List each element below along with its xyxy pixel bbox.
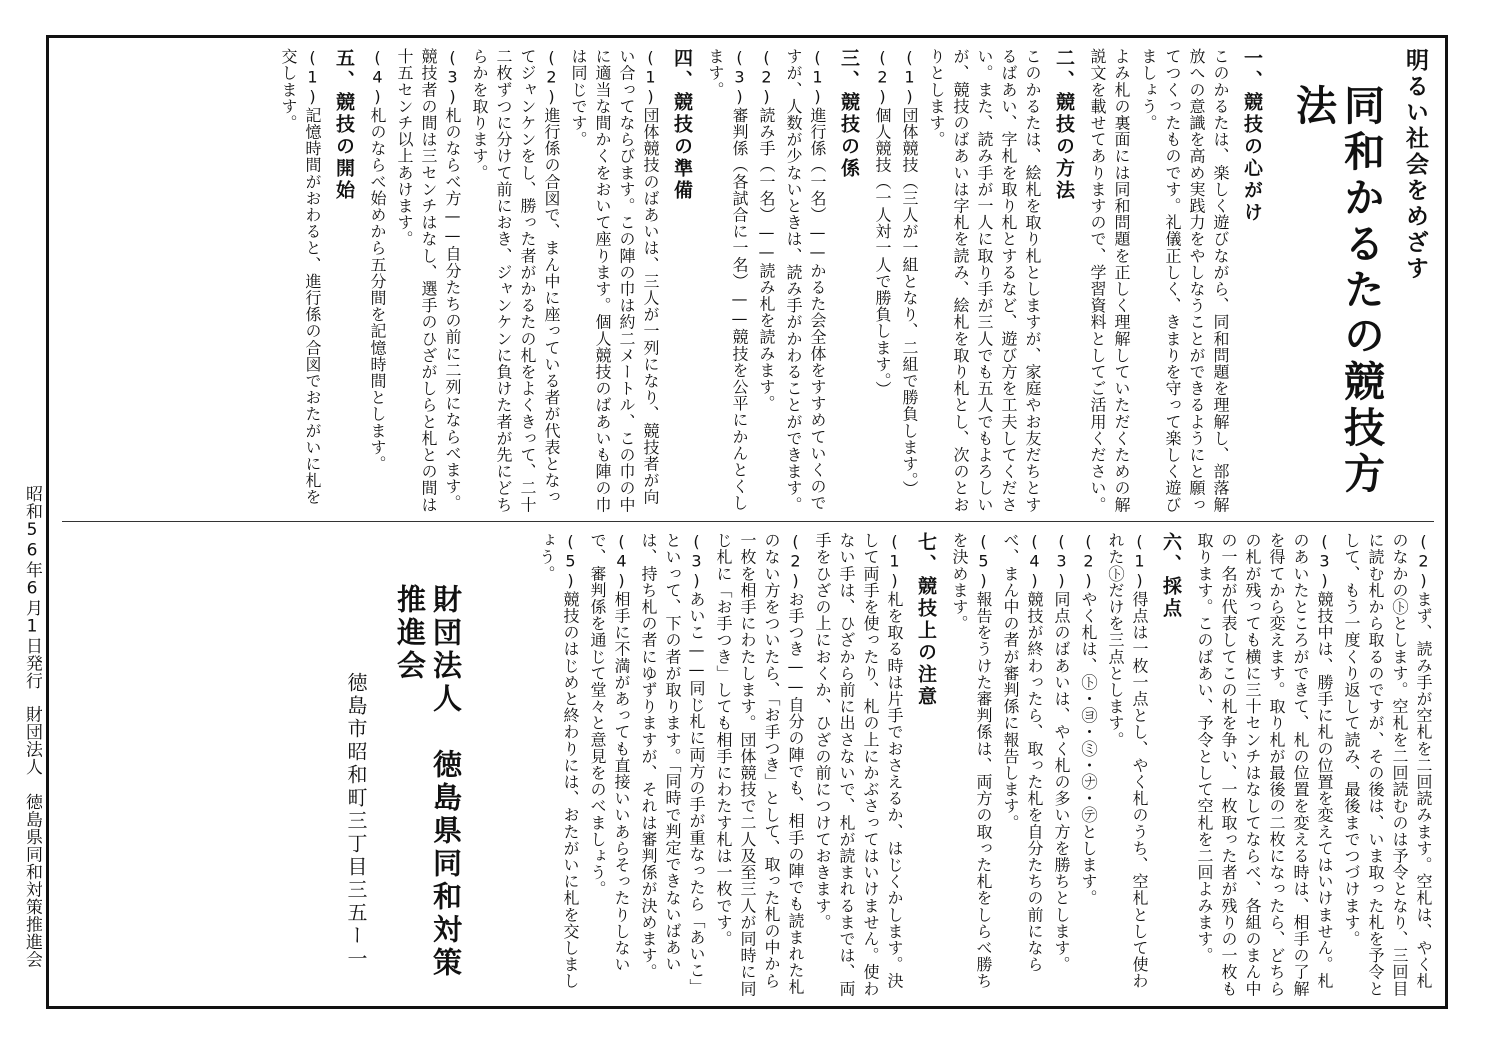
section-5-heading: 五、競技の開始 — [333, 48, 355, 202]
section-3-item-2: (2)読み手（一名）——読み札を読みます。 — [757, 48, 776, 412]
section-6-item-2: (2)やく札は、㋣・㋵・㋯・㋤・㋢とします。 — [1079, 532, 1098, 907]
section-2-item-2: (2)個人競技（一人対一人で勝負します。） — [873, 48, 892, 398]
section-4-item-4: (4)札のならべ始めから五分間を記憶時間とします。 — [368, 48, 387, 472]
bottom-panel — [60, 532, 1435, 1000]
section-7-item-3: (3)あいこ——同じ札に両方の手が重なったら「あいこ」といって、下の者が取ります。「同時で判定できないばあいは、持ち札の者にゆずりますが、それは審判係が決めます。 — [639, 532, 706, 996]
subtitle: 明るい社会をめざす — [1402, 48, 1428, 282]
section-7-heading: 七、競技上の注意 — [915, 532, 937, 708]
section-6-item-5: (5)報告をうけた審判係は、両方の取った札をしらべ勝ちを決めます。 — [950, 532, 993, 990]
section-3-item-3: (3)審判係（各試合に一名）——競技を公平にかんとくします。 — [706, 48, 749, 512]
section-6-item-1: (1)得点は一枚一点とし、やく札のうち、空札として使われた㋣だけを三点とします。 — [1106, 532, 1149, 990]
top-panel — [60, 48, 1435, 513]
section-4-item-3: (3)札のならべ方——自分たちの前に二列にならべます。競技者の間は三センチはなし、選手のひざがしらと札との間は十五センチ以上あけます。 — [395, 48, 462, 513]
section-5-item-2: (2)まず、読み手が空札を二回読みます。空札は、やく札のなかの㋣とします。空札を二回読むのは予令となり、三回目に読む札から取るのですが、その後は、いま取った札を予令として、もう一度くり返して読み、最後までつづけます。 — [1342, 532, 1433, 997]
section-5-item-1: (1)記憶時間がおわると、進行係の合図でおたがいに札を交します。 — [279, 48, 322, 506]
section-2-item-1: (1)団体競技（三人が一組となり、二組で勝負します。） — [900, 48, 919, 498]
section-6-item-3: (3)同点のばあいは、やく札の多い方を勝ちとします。 — [1052, 532, 1071, 973]
section-1-paragraph-2: よみ札の裏面には同和問題を正しく理解していただくための解説文を載せてありますので、学習資料としてご活用ください。 — [1088, 48, 1131, 513]
publication-date: 昭和56年6月1日発行 — [22, 485, 42, 690]
section-4-item-2: (2)進行係の合図で、まん中に座っている者が代表となってジャンケンをし、勝った者がかるたの札をよくきって、二十二枚ずつに分けて前におき、ジャンケンに負けた者が先にどちらかを取ります。 — [470, 48, 561, 513]
section-1-heading: 一、競技の心がけ — [1241, 48, 1263, 224]
section-7-item-1: (1)札を取る時は片手でおさえるか、はじくかします。決して両手を使ったり、札の上にかぶさってはいけません。使わない手は、ひざから前に出さないで、札が読まれるまでは、両手をひざの上におくか、ひざの前につけておきます。 — [813, 532, 904, 997]
section-7-item-4: (4)相手に不満があっても直接いいあらそったりしないで、審判係を通じて堂々と意見をのべましょう。 — [588, 532, 631, 973]
section-3-heading: 三、競技の係 — [838, 48, 860, 180]
section-7-item-2: (2)お手つき——自分の陣でも、相手の陣でも読まれた札のない方をついたら、「お手つき」として、取った札の中から一枚を相手にわたします。団体競技で二人及至三人が同時に同じ札に「お手つき」しても相手にわたす札は一枚です。 — [714, 532, 805, 997]
horizontal-divider — [62, 521, 1434, 522]
page-title: 同和かるたの競技方法 — [1289, 84, 1385, 498]
section-1-paragraph-1: このかるたは、楽しく遊びながら、同和問題を理解し、部落解放への意識を高め実践力をやしなうことができるようにと願ってつくったものです。礼儀正しく、きまりを守って楽しく遊びましょう。 — [1139, 48, 1230, 513]
section-7-item-5: (5)競技のはじめと終わりには、おたがいに札を交しましょう。 — [537, 532, 580, 990]
publisher-name: 財団法人 徳島県同和対策推進会 — [393, 584, 463, 980]
publication-note — [0, 485, 42, 1025]
section-2-paragraph: このかるたは、絵札を取り札としますが、家庭やお友だちとするばあい、字札を取り札とするなど、遊び方を工夫してください。また、読み手が一人に取り手が三人でも五人でもよろしいが、競技のばあいは字札を読み、絵札を取り札とし、次のとおりとします。 — [927, 48, 1042, 513]
section-3-item-1: (1)進行係（一名）——かるた会全体をすすめていくのですが、人数が少ないときは、読み手がかわることができます。 — [784, 48, 827, 513]
publisher-address: 徳島市昭和町三丁目三五ー一 — [344, 672, 368, 971]
publication-org: 財団法人 徳島県同和対策推進会 — [22, 705, 42, 968]
section-4-heading: 四、競技の準備 — [671, 48, 693, 202]
section-5-item-3: (3)競技中は、勝手に札の位置を変えてはいけません。札のあいたところができて、札の位置を変える時は、相手の了解を得てから変えます。取り札が最後の二枚になったら、どちらの札が残っても横に三十センチはなしてならべ、各組のまん中の一名が代表してこの札を争い、一枚取った者が残りの一枚も取ります。このばあい、予令として空札を二回よみます。 — [1195, 532, 1334, 997]
section-4-item-1: (1)団体競技のばあいは、三人が一列になり、競技者が向い合ってならびます。この陣の巾は約二メートル、この巾の中に適当な間かくをおいて座ります。個人競技のばあいも陣の巾は同じです。 — [569, 48, 660, 513]
section-2-heading: 二、競技の方法 — [1053, 48, 1075, 202]
section-6-heading: 六、採点 — [1160, 532, 1182, 620]
section-6-item-4: (4)競技が終わったら、取った札を自分たちの前にならべ、まん中の者が審判係に報告します。 — [1001, 532, 1044, 973]
